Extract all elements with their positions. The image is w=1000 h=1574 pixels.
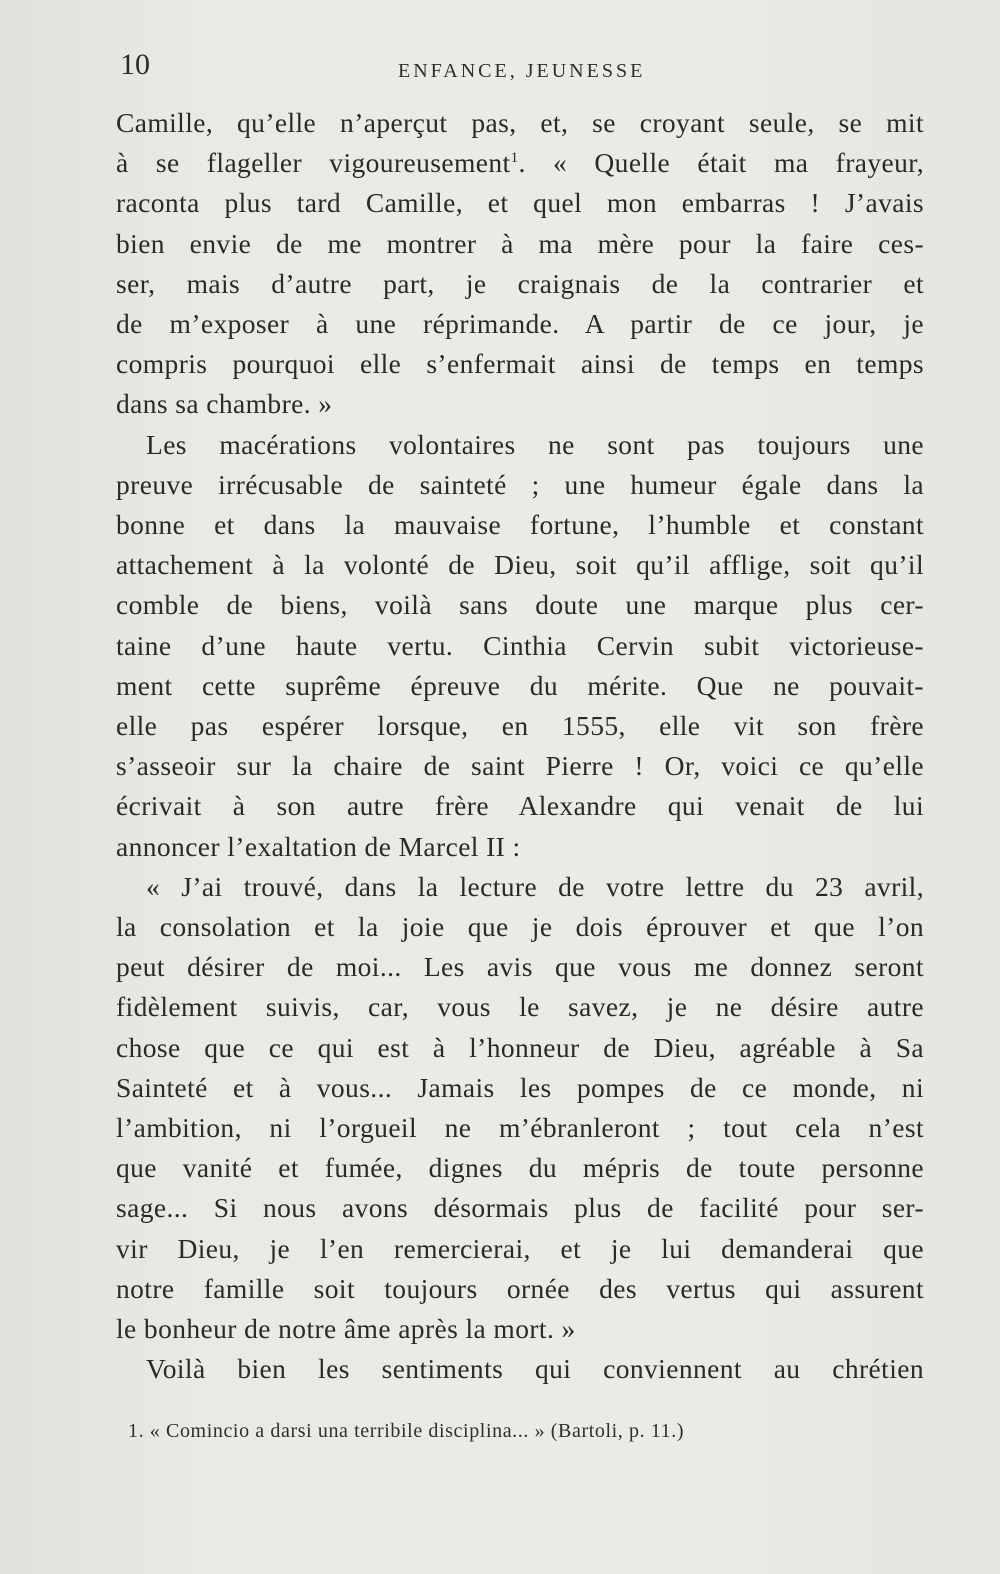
text-line: attachement à la volonté de Dieu, soit qu’il afflige, soit qu’il [116,549,924,581]
text-fragment: à se flageller vigoureusement [116,147,511,179]
text-line: sage... Si nous avons désormais plus de facilité pour ser- [116,1192,924,1224]
running-title: ENFANCE, JEUNESSE [398,60,646,82]
text-line [116,143,924,183]
footnote-marker: 1 [510,150,519,167]
text-line: taine d’une haute vertu. Cinthia Cervin subit victorieuse- [116,629,924,661]
text-line: le bonheur de notre âme après la mort. » [116,1313,576,1345]
footnote: 1. « Comincio a darsi una terribile disciplina... » (Bartoli, p. 11.) [128,1420,685,1442]
text-line: annoncer l’exaltation de Marcel II : [116,830,521,862]
text-line: l’ambition, ni l’orgueil ne m’ébranleront ; tout cela n’est [116,1112,924,1144]
text-line: ment cette suprême épreuve du mérite. Que ne pouvait- [116,669,924,701]
text-line: compris pourquoi elle s’enfermait ainsi de temps en temps [116,348,924,380]
text-line: la consolation et la joie que je dois éprouver et que l’on [116,911,924,943]
text-line: elle pas espérer lorsque, en 1555, elle vit son frère [116,710,924,742]
text-fragment: . « Quelle était ma frayeur, [518,147,924,179]
text-line: « J’ai trouvé, dans la lecture de votre lettre du 23 avril, [146,870,924,902]
text-line: Sainteté et à vous... Jamais les pompes de ce monde, ni [116,1071,924,1103]
text-line: de m’exposer à une réprimande. A partir de ce jour, je [116,308,924,340]
text-line: Camille, qu’elle n’aperçut pas, et, se croyant seule, se mit [116,107,924,138]
text-line: dans sa chambre. » [116,388,333,420]
text-line: écrivait à son autre frère Alexandre qui venait de lui [116,790,924,822]
text-line: peut désirer de moi... Les avis que vous me donnez seront [116,951,924,983]
text-line: chose que ce qui est à l’honneur de Dieu, agréable à Sa [116,1031,924,1063]
text-line: ser, mais d’autre part, je craignais de la contrarier et [116,267,924,299]
text-line: preuve irrécusable de sainteté ; une humeur égale dans la [116,468,924,500]
text-line: bien envie de me montrer à ma mère pour la faire ces- [116,227,924,259]
text-line: Les macérations volontaires ne sont pas toujours une [146,428,924,460]
body-text [116,103,924,1390]
text-line: fidèlement suivis, car, vous le savez, je ne désire autre [116,991,924,1023]
text-line: vir Dieu, je l’en remercierai, et je lui demanderai que [116,1232,924,1264]
text-line: que vanité et fumée, dignes du mépris de toute personne [116,1152,924,1184]
text-line: bonne et dans la mauvaise fortune, l’humble et constant [116,509,924,541]
page-number: 10 [120,48,150,81]
text-line: s’asseoir sur la chaire de saint Pierre ! Or, voici ce qu’elle [116,750,924,782]
text-line: raconta plus tard Camille, et quel mon embarras ! J’avais [116,187,924,219]
text-line: Voilà bien les sentiments qui conviennent au chrétien [146,1353,924,1385]
text-line: comble de biens, voilà sans doute une marque plus cer- [116,589,924,621]
text-line: notre famille soit toujours ornée des vertus qui assurent [116,1272,924,1304]
